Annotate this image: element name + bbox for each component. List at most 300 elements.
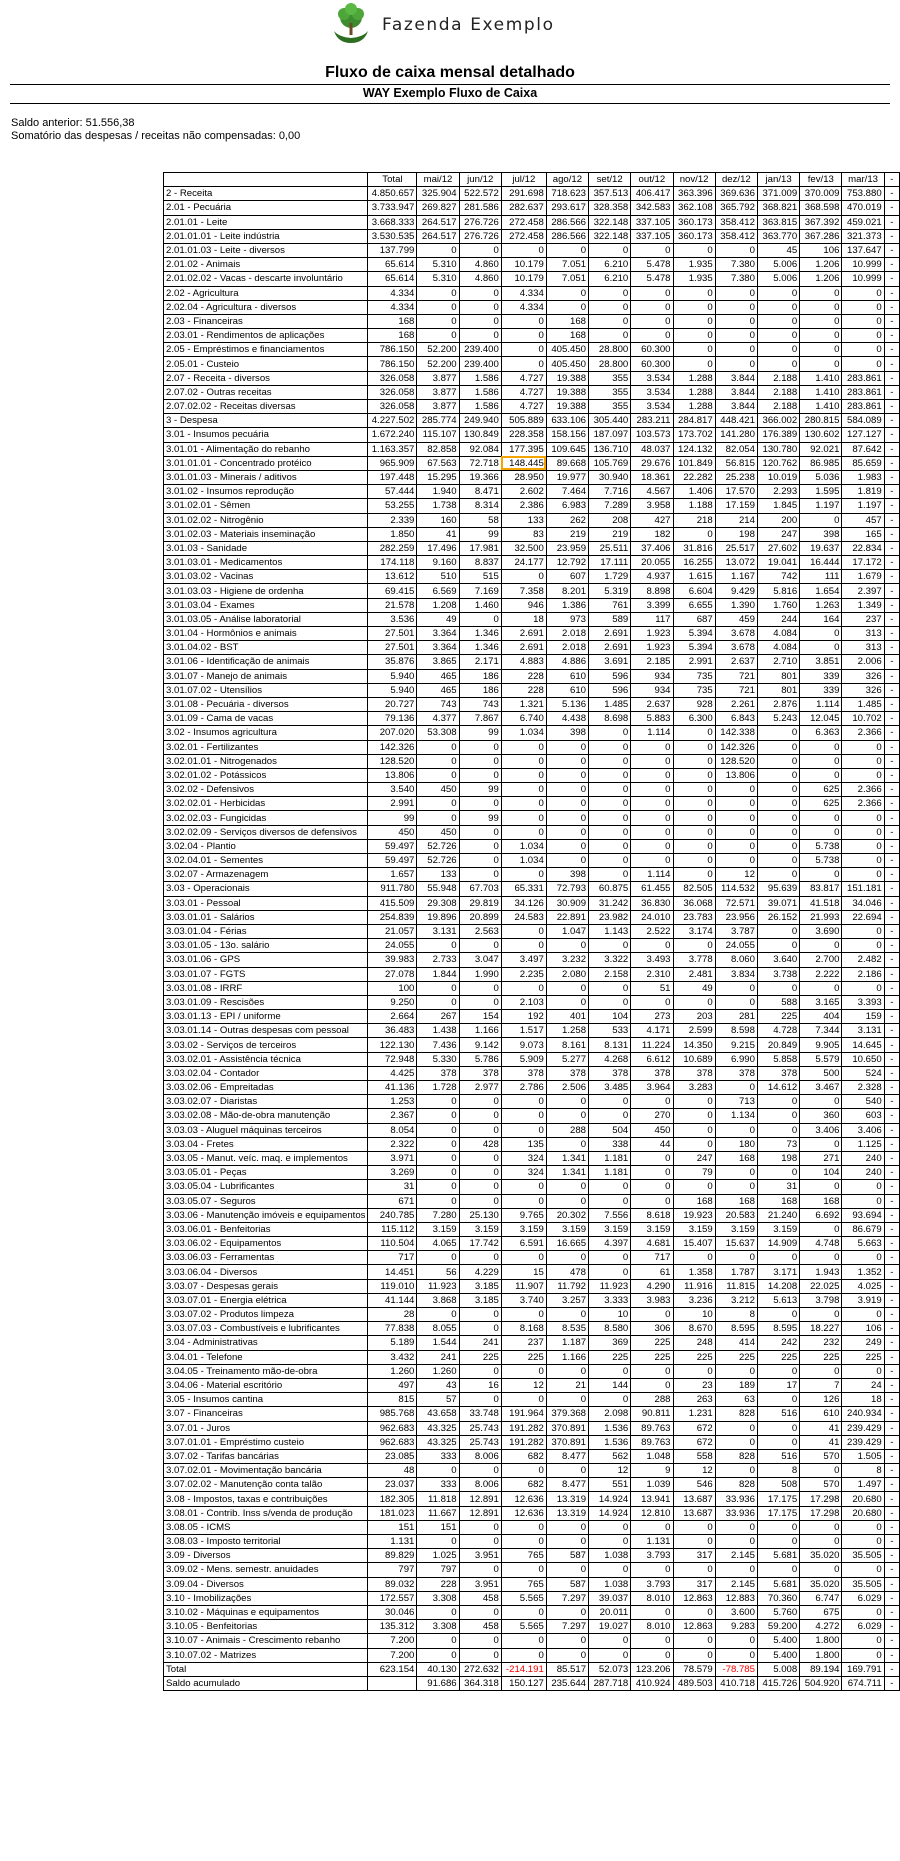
- value-cell: 326.058: [368, 371, 417, 385]
- value-cell: 6.604: [673, 584, 715, 598]
- value-cell: 6.029: [842, 1591, 884, 1605]
- value-cell: 0: [842, 1648, 884, 1662]
- value-cell: 198: [757, 1151, 799, 1165]
- value-cell: 0: [800, 641, 842, 655]
- value-cell: 0: [842, 740, 884, 754]
- row-label: 3.03.06.02 - Equipamentos: [164, 1237, 368, 1251]
- value-cell: 23.085: [368, 1449, 417, 1463]
- table-row: [164, 683, 900, 697]
- value-cell: 0: [546, 1364, 588, 1378]
- table-row: [164, 243, 900, 257]
- value-cell: 633.106: [546, 414, 588, 428]
- value-cell: 2.098: [589, 1407, 631, 1421]
- value-cell: 3.185: [459, 1293, 501, 1307]
- value-cell: 9.215: [715, 1038, 757, 1052]
- value-cell: 225: [589, 1350, 631, 1364]
- value-cell: 379.368: [546, 1407, 588, 1421]
- value-cell: 362.108: [673, 201, 715, 215]
- value-cell: 24: [842, 1378, 884, 1392]
- tree-hands-icon: [330, 3, 372, 47]
- value-cell: 127.127: [842, 428, 884, 442]
- value-cell: 0: [589, 286, 631, 300]
- value-cell: 25.743: [459, 1435, 501, 1449]
- value-cell: 25.743: [459, 1421, 501, 1435]
- value-cell: 338: [589, 1137, 631, 1151]
- value-cell: 0: [842, 1251, 884, 1265]
- value-cell: -: [884, 1222, 899, 1236]
- value-cell: 3.844: [715, 400, 757, 414]
- value-cell: -: [884, 1095, 899, 1109]
- row-label: 2.01.02 - Animais: [164, 258, 368, 272]
- value-cell: 405.450: [546, 357, 588, 371]
- value-cell: 14.612: [757, 1081, 799, 1095]
- value-cell: 8.055: [417, 1322, 459, 1336]
- value-cell: 623.154: [368, 1662, 417, 1676]
- value-cell: 11.916: [673, 1279, 715, 1293]
- value-cell: 459: [715, 612, 757, 626]
- table-row: [164, 385, 900, 399]
- value-cell: 801: [757, 669, 799, 683]
- table-row: [164, 1322, 900, 1336]
- table-row: [164, 541, 900, 555]
- value-cell: -: [884, 783, 899, 797]
- value-cell: 99: [459, 783, 501, 797]
- value-cell: 0: [459, 768, 501, 782]
- value-cell: 225: [501, 1350, 546, 1364]
- value-cell: 5.786: [459, 1052, 501, 1066]
- value-cell: 288: [546, 1123, 588, 1137]
- value-cell: 21.240: [757, 1208, 799, 1222]
- value-cell: 0: [501, 1563, 546, 1577]
- value-cell: 0: [673, 1137, 715, 1151]
- row-label: 3.03.01.14 - Outras despesas com pessoal: [164, 1024, 368, 1038]
- value-cell: 158.156: [546, 428, 588, 442]
- value-cell: 0: [757, 1166, 799, 1180]
- value-cell: 589: [589, 612, 631, 626]
- value-cell: -: [884, 953, 899, 967]
- value-cell: 0: [715, 797, 757, 811]
- value-cell: 0: [757, 726, 799, 740]
- value-cell: 19.637: [800, 541, 842, 555]
- value-cell: 0: [501, 981, 546, 995]
- value-cell: 765: [501, 1549, 546, 1563]
- table-row: [164, 1549, 900, 1563]
- table-row: [164, 272, 900, 286]
- value-cell: 1.197: [842, 499, 884, 513]
- value-cell: 0: [842, 1605, 884, 1619]
- value-cell: 0: [501, 783, 546, 797]
- value-cell: 4.334: [368, 300, 417, 314]
- value-cell: 18: [842, 1393, 884, 1407]
- value-cell: 5.400: [757, 1634, 799, 1648]
- value-cell: 596: [589, 683, 631, 697]
- value-cell: 0: [715, 343, 757, 357]
- table-row: [164, 1634, 900, 1648]
- value-cell: 39.071: [757, 896, 799, 910]
- value-cell: 225: [800, 1350, 842, 1364]
- value-cell: 0: [546, 1393, 588, 1407]
- value-cell: 20.011: [589, 1605, 631, 1619]
- value-cell: 0: [459, 939, 501, 953]
- value-cell: 93.694: [842, 1208, 884, 1222]
- value-cell: 5.613: [757, 1293, 799, 1307]
- value-cell: 378: [501, 1066, 546, 1080]
- value-cell: 962.683: [368, 1435, 417, 1449]
- value-cell: 18: [501, 612, 546, 626]
- value-cell: 177.395: [501, 442, 546, 456]
- value-cell: 1.143: [589, 924, 631, 938]
- table-body: [164, 187, 900, 1691]
- row-label: 3.07.02 - Tarifas bancárias: [164, 1449, 368, 1463]
- value-cell: 12.891: [459, 1506, 501, 1520]
- row-label: 3.04.01 - Telefone: [164, 1350, 368, 1364]
- row-label: 3.08 - Impostos, taxas e contribuições: [164, 1492, 368, 1506]
- value-cell: -: [884, 612, 899, 626]
- value-cell: -: [884, 1591, 899, 1605]
- value-cell: 286.566: [546, 229, 588, 243]
- row-label: 3.02.07 - Armazenagem: [164, 868, 368, 882]
- value-cell: 95.639: [757, 882, 799, 896]
- value-cell: 305.440: [589, 414, 631, 428]
- row-label: 3.03.02 - Serviços de terceiros: [164, 1038, 368, 1052]
- title-divider: [10, 84, 890, 85]
- table-row: [164, 1407, 900, 1421]
- value-cell: 8.131: [589, 1038, 631, 1052]
- value-cell: 735: [673, 669, 715, 683]
- value-cell: 23.956: [715, 910, 757, 924]
- value-cell: 56.815: [715, 456, 757, 470]
- value-cell: 0: [631, 1648, 673, 1662]
- value-cell: 1.672.240: [368, 428, 417, 442]
- value-cell: -: [884, 1038, 899, 1052]
- value-cell: -: [884, 896, 899, 910]
- value-cell: 0: [501, 740, 546, 754]
- value-cell: 10.999: [842, 258, 884, 272]
- table-row: [164, 1038, 900, 1052]
- table-row: [164, 343, 900, 357]
- value-cell: 928: [673, 697, 715, 711]
- value-cell: 27.501: [368, 627, 417, 641]
- value-cell: 0: [501, 1535, 546, 1549]
- value-cell: -: [884, 1676, 899, 1690]
- value-cell: 1.288: [673, 385, 715, 399]
- value-cell: 5.277: [546, 1052, 588, 1066]
- value-cell: 0: [673, 868, 715, 882]
- value-cell: 1.134: [715, 1109, 757, 1123]
- value-cell: 0: [546, 939, 588, 953]
- value-cell: 450: [417, 783, 459, 797]
- value-cell: 18.227: [800, 1322, 842, 1336]
- value-cell: 16: [459, 1378, 501, 1392]
- value-cell: 1.800: [800, 1648, 842, 1662]
- value-cell: 0: [715, 243, 757, 257]
- value-cell: 2.328: [842, 1081, 884, 1095]
- table-row: [164, 584, 900, 598]
- table-row: [164, 712, 900, 726]
- value-cell: -: [884, 1549, 899, 1563]
- value-cell: 270: [631, 1109, 673, 1123]
- value-cell: 985.768: [368, 1407, 417, 1421]
- value-cell: -: [884, 1251, 899, 1265]
- table-row: [164, 967, 900, 981]
- value-cell: 6.747: [800, 1591, 842, 1605]
- value-cell: 56: [417, 1265, 459, 1279]
- value-cell: 142.326: [715, 740, 757, 754]
- value-cell: 0: [589, 1265, 631, 1279]
- value-cell: 12.891: [459, 1492, 501, 1506]
- value-cell: 0: [842, 754, 884, 768]
- value-cell: 0: [589, 1251, 631, 1265]
- value-cell: 92.021: [800, 442, 842, 456]
- value-cell: 0: [631, 1166, 673, 1180]
- value-cell: 0: [501, 1109, 546, 1123]
- value-cell: 0: [459, 1151, 501, 1165]
- value-cell: 5.036: [800, 470, 842, 484]
- value-cell: 0: [842, 1634, 884, 1648]
- value-cell: 1.729: [589, 570, 631, 584]
- value-cell: 401: [546, 1010, 588, 1024]
- value-cell: 225: [459, 1350, 501, 1364]
- value-cell: 240.934: [842, 1407, 884, 1421]
- value-cell: 0: [589, 854, 631, 868]
- value-cell: 1.586: [459, 371, 501, 385]
- value-cell: 52.726: [417, 854, 459, 868]
- value-cell: 72.571: [715, 896, 757, 910]
- value-cell: 0: [800, 825, 842, 839]
- value-cell: 0: [842, 343, 884, 357]
- value-cell: 1.990: [459, 967, 501, 981]
- value-cell: 12.636: [501, 1492, 546, 1506]
- table-row: [164, 1137, 900, 1151]
- value-cell: 326.058: [368, 385, 417, 399]
- value-cell: 0: [842, 924, 884, 938]
- value-cell: 713: [715, 1095, 757, 1109]
- value-cell: -: [884, 485, 899, 499]
- value-cell: -: [884, 1208, 899, 1222]
- value-cell: 0: [546, 981, 588, 995]
- value-cell: -: [884, 329, 899, 343]
- value-cell: 0: [842, 1563, 884, 1577]
- value-cell: 241: [417, 1350, 459, 1364]
- value-cell: 17.742: [459, 1237, 501, 1251]
- table-row: [164, 1464, 900, 1478]
- value-cell: 22.282: [673, 470, 715, 484]
- value-cell: 35.505: [842, 1577, 884, 1591]
- value-cell: 0: [459, 995, 501, 1009]
- value-cell: 2.700: [800, 953, 842, 967]
- value-cell: 10.179: [501, 258, 546, 272]
- value-cell: 18.361: [631, 470, 673, 484]
- value-cell: 2.506: [546, 1081, 588, 1095]
- value-cell: 0: [715, 825, 757, 839]
- value-cell: 363.815: [757, 215, 799, 229]
- value-cell: 596: [589, 669, 631, 683]
- value-cell: 3.793: [631, 1549, 673, 1563]
- value-cell: 0: [417, 1109, 459, 1123]
- value-cell: 0: [842, 1364, 884, 1378]
- value-cell: 173.702: [673, 428, 715, 442]
- value-cell: 103.573: [631, 428, 673, 442]
- value-cell: 8.314: [459, 499, 501, 513]
- value-cell: 198: [715, 527, 757, 541]
- value-cell: 2.018: [546, 641, 588, 655]
- table-row: [164, 995, 900, 1009]
- row-label: 3.02.01.01 - Nitrogenados: [164, 754, 368, 768]
- value-cell: 765: [501, 1577, 546, 1591]
- row-label: 3.01.03.04 - Exames: [164, 598, 368, 612]
- value-cell: 0: [546, 740, 588, 754]
- value-cell: 39.037: [589, 1591, 631, 1605]
- value-cell: 242: [757, 1336, 799, 1350]
- value-cell: 3.165: [800, 995, 842, 1009]
- value-cell: 3.406: [842, 1123, 884, 1137]
- value-cell: 0: [546, 1563, 588, 1577]
- value-cell: 240: [842, 1151, 884, 1165]
- value-cell: 67.563: [417, 456, 459, 470]
- row-label: 2.01.01 - Leite: [164, 215, 368, 229]
- value-cell: 1.497: [842, 1478, 884, 1492]
- value-cell: 306: [631, 1322, 673, 1336]
- value-cell: 1.114: [800, 697, 842, 711]
- value-cell: 321.373: [842, 229, 884, 243]
- value-cell: 0: [501, 243, 546, 257]
- value-cell: 911.780: [368, 882, 417, 896]
- value-cell: 21.057: [368, 924, 417, 938]
- table-row: [164, 1279, 900, 1293]
- value-cell: 28.800: [589, 357, 631, 371]
- value-cell: 60.300: [631, 357, 673, 371]
- value-cell: -: [884, 1393, 899, 1407]
- table-row: [164, 1265, 900, 1279]
- value-cell: 19.041: [757, 556, 799, 570]
- value-cell: 12.792: [546, 556, 588, 570]
- value-cell: 225: [842, 1350, 884, 1364]
- value-cell: 497: [368, 1378, 417, 1392]
- table-row: [164, 428, 900, 442]
- value-cell: 3.333: [589, 1293, 631, 1307]
- value-cell: 0: [842, 329, 884, 343]
- value-cell: 3.131: [417, 924, 459, 938]
- table-row: [164, 513, 900, 527]
- value-cell: 182: [631, 527, 673, 541]
- value-cell: 8.201: [546, 584, 588, 598]
- value-cell: 0: [757, 357, 799, 371]
- value-cell: 3.844: [715, 371, 757, 385]
- value-cell: 17.172: [842, 556, 884, 570]
- value-cell: -: [884, 697, 899, 711]
- value-cell: 148.445: [501, 456, 546, 470]
- value-cell: 313: [842, 641, 884, 655]
- value-cell: 3.047: [459, 953, 501, 967]
- value-cell: 1.260: [417, 1364, 459, 1378]
- value-cell: 0: [589, 797, 631, 811]
- value-cell: -: [884, 286, 899, 300]
- value-cell: 135.312: [368, 1620, 417, 1634]
- value-cell: 0: [459, 1180, 501, 1194]
- value-cell: -: [884, 1407, 899, 1421]
- value-cell: 8.698: [589, 712, 631, 726]
- row-label: 3.02 - Insumos agricultura: [164, 726, 368, 740]
- value-cell: 160: [417, 513, 459, 527]
- value-cell: 516: [757, 1449, 799, 1463]
- table-row: [164, 825, 900, 839]
- value-cell: 1.166: [546, 1350, 588, 1364]
- value-cell: 2.080: [546, 967, 588, 981]
- value-cell: 20.849: [757, 1038, 799, 1052]
- value-cell: 13.806: [368, 768, 417, 782]
- value-cell: 52.073: [589, 1662, 631, 1676]
- value-cell: 276.726: [459, 215, 501, 229]
- value-cell: 3.159: [501, 1222, 546, 1236]
- value-cell: 207.020: [368, 726, 417, 740]
- value-cell: 86.985: [800, 456, 842, 470]
- value-cell: 237: [501, 1336, 546, 1350]
- value-cell: 3.971: [368, 1151, 417, 1165]
- value-cell: 0: [842, 825, 884, 839]
- value-cell: 0: [589, 1648, 631, 1662]
- value-cell: 398: [546, 726, 588, 740]
- row-label: 3.10.07.02 - Matrizes: [164, 1648, 368, 1662]
- value-cell: 3.983: [631, 1293, 673, 1307]
- value-cell: 1.341: [546, 1166, 588, 1180]
- value-cell: 1.114: [631, 726, 673, 740]
- value-cell: 368.598: [800, 201, 842, 215]
- value-cell: -: [884, 1364, 899, 1378]
- cash-flow-table: [163, 172, 900, 1691]
- value-cell: 11.907: [501, 1279, 546, 1293]
- value-cell: 588: [757, 995, 799, 1009]
- value-cell: 6.210: [589, 272, 631, 286]
- value-cell: 0: [546, 811, 588, 825]
- value-cell: 8: [842, 1464, 884, 1478]
- row-label: 3.01.07 - Manejo de animais: [164, 669, 368, 683]
- value-cell: 2.710: [757, 655, 799, 669]
- value-cell: 2.664: [368, 1010, 417, 1024]
- value-cell: 337.105: [631, 229, 673, 243]
- value-cell: 3.798: [800, 1293, 842, 1307]
- value-cell: 12.863: [673, 1591, 715, 1605]
- value-cell: 12.045: [800, 712, 842, 726]
- value-cell: 0: [417, 1648, 459, 1662]
- value-cell: 11.815: [715, 1279, 757, 1293]
- value-cell: 115.112: [368, 1222, 417, 1236]
- value-cell: 0: [459, 754, 501, 768]
- value-cell: 2.322: [368, 1137, 417, 1151]
- value-cell: 19.388: [546, 371, 588, 385]
- table-row: [164, 1308, 900, 1322]
- value-cell: 721: [715, 669, 757, 683]
- value-cell: 8.595: [715, 1322, 757, 1336]
- value-cell: 20.680: [842, 1492, 884, 1506]
- value-cell: -: [884, 726, 899, 740]
- value-cell: 8.898: [631, 584, 673, 598]
- value-cell: -: [884, 527, 899, 541]
- value-cell: 0: [417, 1137, 459, 1151]
- value-cell: 3.951: [459, 1577, 501, 1591]
- value-cell: 73: [757, 1137, 799, 1151]
- table-row: [164, 470, 900, 484]
- value-cell: 0: [546, 1520, 588, 1534]
- value-cell: -: [884, 556, 899, 570]
- value-cell: 237: [842, 612, 884, 626]
- value-cell: 0: [459, 1464, 501, 1478]
- value-cell: 1.131: [368, 1535, 417, 1549]
- value-cell: 0: [673, 1095, 715, 1109]
- value-cell: 1.654: [800, 584, 842, 598]
- value-cell: 57: [417, 1393, 459, 1407]
- value-cell: 2.222: [800, 967, 842, 981]
- value-cell: 53.255: [368, 499, 417, 513]
